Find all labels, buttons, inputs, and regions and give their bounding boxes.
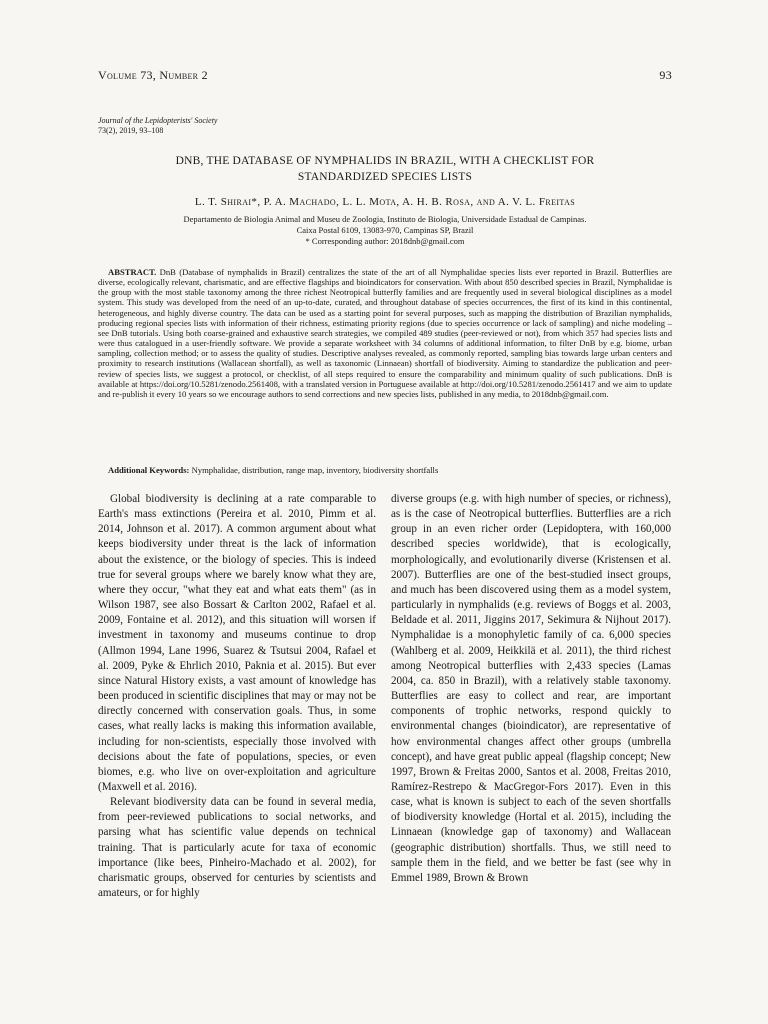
- journal-info: [98, 116, 217, 136]
- keywords: [108, 465, 672, 476]
- abstract-text: DnB (Database of nymphalids in Brazil) centralizes the state of the art of all Nymphalidae species lists ever reported in Brazil. Butterflies are diverse, ecologically relevant, charismatic, and are effective flagships and bioindicators for conservation. With about 850 described species in Brazil, Nymphalidae is the group with the most stable taxonomy among the three richest Neotropical butterfly families and are frequently used in several biological disciplines as a model system. This study was developed from the need of an up-to-date, curated, and throughout database of species occurrences, the first of its kind in this continental, heterogeneous, and highly diverse country. The data can be used as a starting point for several purposes, such as mapping the distribution of Brazilian nymphalids, producing regional species lists with information of their richness, estimating priority regions (due to species occurrence or lack of sampling) and niche modeling – see DnB tutorials. Using both coarse-grained and exhaustive search strategies, we compiled 489 studies (peer-reviewed or not), from which 357 had species lists and were thus catalogued in a user-friendly software. We provide a separate worksheet with 34 columns of additional information, to filter DnB by e.g. biome, urban sampling, collection method; or to assess the quality of studies. Descriptive analyses revealed, as commonly reported, sampling bias towards large urban centers and proximity to research institutions (Wallacean shortfall), as well as taxonomic (Linnaean) shortfall of biodiversity. Aiming to standardize the publication and peer-review of species lists, we suggest a protocol, or checklist, of all steps required to ensure the comparability and minimum quality of such publications. DnB is available at https://doi.org/10.5281/zenodo.2561408, with a translated version in Portuguese available at http://doi.org/10.5281/zenodo.2561417 and we aim to update and re-publish it every 10 years so we encourage authors to send corrections and new species lists, published in any media, to 2018dnb@gmail.com.: [98, 267, 672, 399]
- volume-number: Volume 73, Number 2: [98, 68, 208, 82]
- journal-name: Journal of the Lepidopterists' Society: [98, 116, 218, 125]
- author-list: L. T. Shirai*, P. A. Machado, L. L. Mota, A. H. B. Rosa, and A. V. L. Freitas: [194, 196, 576, 208]
- article-title: [98, 153, 672, 185]
- title-line-1: DNB, THE DATABASE OF NYMPHALIDS IN BRAZIL, WITH A CHECKLIST FOR: [175, 155, 595, 167]
- body-column-right: [391, 492, 671, 886]
- affiliation-line-2: Caixa Postal 6109, 13083-970, Campinas SP, Brazil: [296, 225, 474, 235]
- body-column-left: [98, 492, 376, 901]
- title-line-2: STANDARDIZED SPECIES LISTS: [297, 171, 473, 183]
- abstract: [98, 267, 672, 399]
- affiliation-line-1: Departamento de Biologia Animal and Museu de Zoologia, Instituto de Biologia, Universidade Estadual de Campinas.: [183, 214, 587, 224]
- keywords-text: Nymphalidae, distribution, range map, inventory, biodiversity shortfalls: [191, 465, 439, 475]
- body-paragraph: diverse groups (e.g. with high number of species, or richness), as is the case of Neotropical butterflies. Butterflies are a rich group in an even richer order (Lepidoptera, with 160,000 described species worldwide), that is ecologically, morphologically, and evolutionarily diverse (Kristensen et al. 2007). Butterflies are one of the best-studied insect groups, and much has been discovered using them as a model system, particularly in nymphalids (e.g. reviews of Boggs et al. 2003, Beldade et al. 2011, Jiggins 2017, Sekimura & Nijhout 2017). Nymphalidae is a monophyletic family of ca. 6,000 species (Wahlberg et al. 2009, Heikkilä et al. 2011), the third richest among Neotropical butterflies with 2,433 species (Lamas 2004, ca. 850 in Brazil), with a relatively stable taxonomy. Butterflies are easy to collect and rear, are important components of trophic networks, respond quickly to environmental changes (bioindicator), are representative of how environmental changes affect other groups (umbrella concept), and have great public appeal (flagship concept; New 1997, Brown & Freitas 2000, Santos et al. 2008, Freitas 2010, Ramírez-Restrepo & MacGregor-Fors 2017). Even in this case, what is known is subject to each of the seven shortfalls of biodiversity knowledge (Hortal et al. 2015), including the Linnaean (knowledge gap of taxonomy) and Wallacean (geographic distribution) shortfalls. Thus, we still need to sample them in the field, and we better be fast (see why in Emmel 1989, Brown & Brown: [391, 493, 671, 884]
- corresponding-author: * Corresponding author: 2018dnb@gmail.com: [305, 236, 465, 246]
- page-number: 93: [659, 68, 672, 82]
- body-paragraph: Global biodiversity is declining at a rate comparable to Earth's mass extinctions (Pereira et al. 2010, Pimm et al. 2014, Johnson et al. 2017). A common argument about what keeps biodiversity under threat is the lack of information about the existence, or the biology of species. This is indeed true for several groups where we barely know what they are, where they occur, "what they eat and what eats them" (as in Wilson 1987, see also Bossart & Carlton 2002, Rafael et al. 2009, Fontaine et al. 2012), and this situation will worsen if investment in taxonomy and museums continue to drop (Allmon 1994, Lane 1996, Suarez & Tsutsui 2004, Rafael et al. 2009, Pyke & Ehrlich 2010, Paknia et al. 2015). But ever since Natural History exists, a vast amount of knowledge has been produced in scientific disciplines that may or may not be directly concerned with conservation goals. Thus, in some cases, what really lacks is making this information available, including for non-scientists, especially those involved with decisions about the fate of populations, species, or even biomes, e.g. who live on over-exploitation and agriculture (Maxwell et al. 2016).: [98, 493, 376, 793]
- running-head: [98, 68, 672, 83]
- journal-citation: 73(2), 2019, 93–108: [98, 126, 164, 135]
- affiliation: [98, 214, 672, 247]
- body-paragraph: Relevant biodiversity data can be found in several media, from peer-reviewed publications to social networks, and parsing what has scientific value depends on technical training. That is particularly acute for taxa of economic importance (like bees, Pinheiro-Machado et al. 2002), for charismatic groups, observed for centuries by scientists and amateurs, or for highly: [98, 796, 376, 900]
- abstract-label: ABSTRACT.: [108, 267, 157, 277]
- keywords-label: Additional Keywords:: [108, 465, 190, 475]
